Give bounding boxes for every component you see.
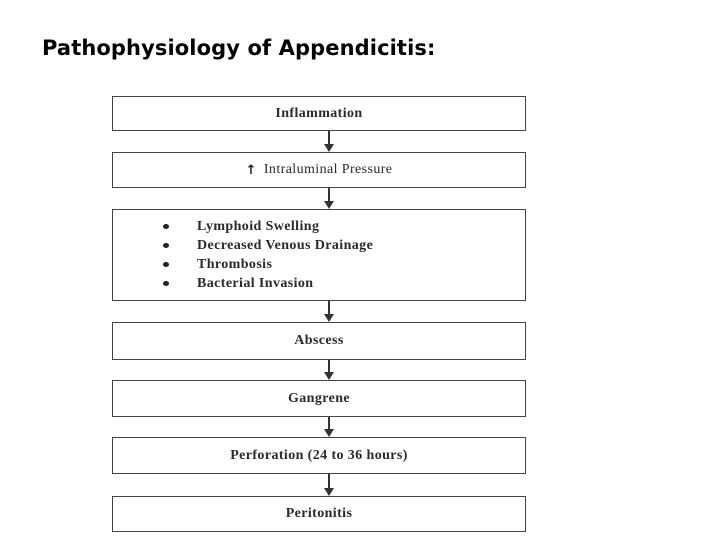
connector-line [328,474,330,488]
mechanism-label: Decreased Venous Drainage [197,238,374,253]
connector-line [328,188,330,201]
step-intraluminal-pressure [112,152,526,188]
step-perforation-label: Perforation (24 to 36 hours) [230,447,408,463]
step-peritonitis [112,496,526,532]
bullet-icon [163,262,169,267]
down-arrow-icon [324,201,334,209]
bullet-icon [163,224,169,229]
slide-title: Pathophysiology of Appendicitis: [42,36,436,60]
step-abscess-label: Abscess [294,333,344,348]
list-item [163,236,373,255]
list-item [163,217,373,236]
connector-line [328,301,330,314]
step-abscess [112,322,526,360]
mechanism-label: Thrombosis [197,257,273,272]
connector-line [328,360,330,372]
step-gangrene-label: Gangrene [287,390,351,406]
list-item [163,255,373,274]
step-inflammation-label: Inflammation [275,105,363,121]
step-gangrene [112,380,526,417]
connector-line [328,131,330,144]
mechanism-label: Bacterial Invasion [197,276,314,291]
bullet-icon [163,281,169,286]
bullet-icon [163,243,169,248]
step-inflammation [112,96,526,131]
mechanism-label: Lymphoid Swelling [197,219,320,234]
step-perforation [112,437,526,474]
step-intraluminal-pressure-label: Intraluminal Pressure [263,162,393,177]
step-mechanisms [112,209,526,301]
list-item [163,274,373,293]
down-arrow-icon [324,372,334,380]
connector-line [328,417,330,429]
down-arrow-icon [324,429,334,437]
down-arrow-icon [324,314,334,322]
up-arrow-icon: ↑ [245,162,257,178]
down-arrow-icon [324,488,334,496]
step-peritonitis-label: Peritonitis [285,506,353,521]
mechanism-list [113,217,373,293]
down-arrow-icon [324,144,334,152]
